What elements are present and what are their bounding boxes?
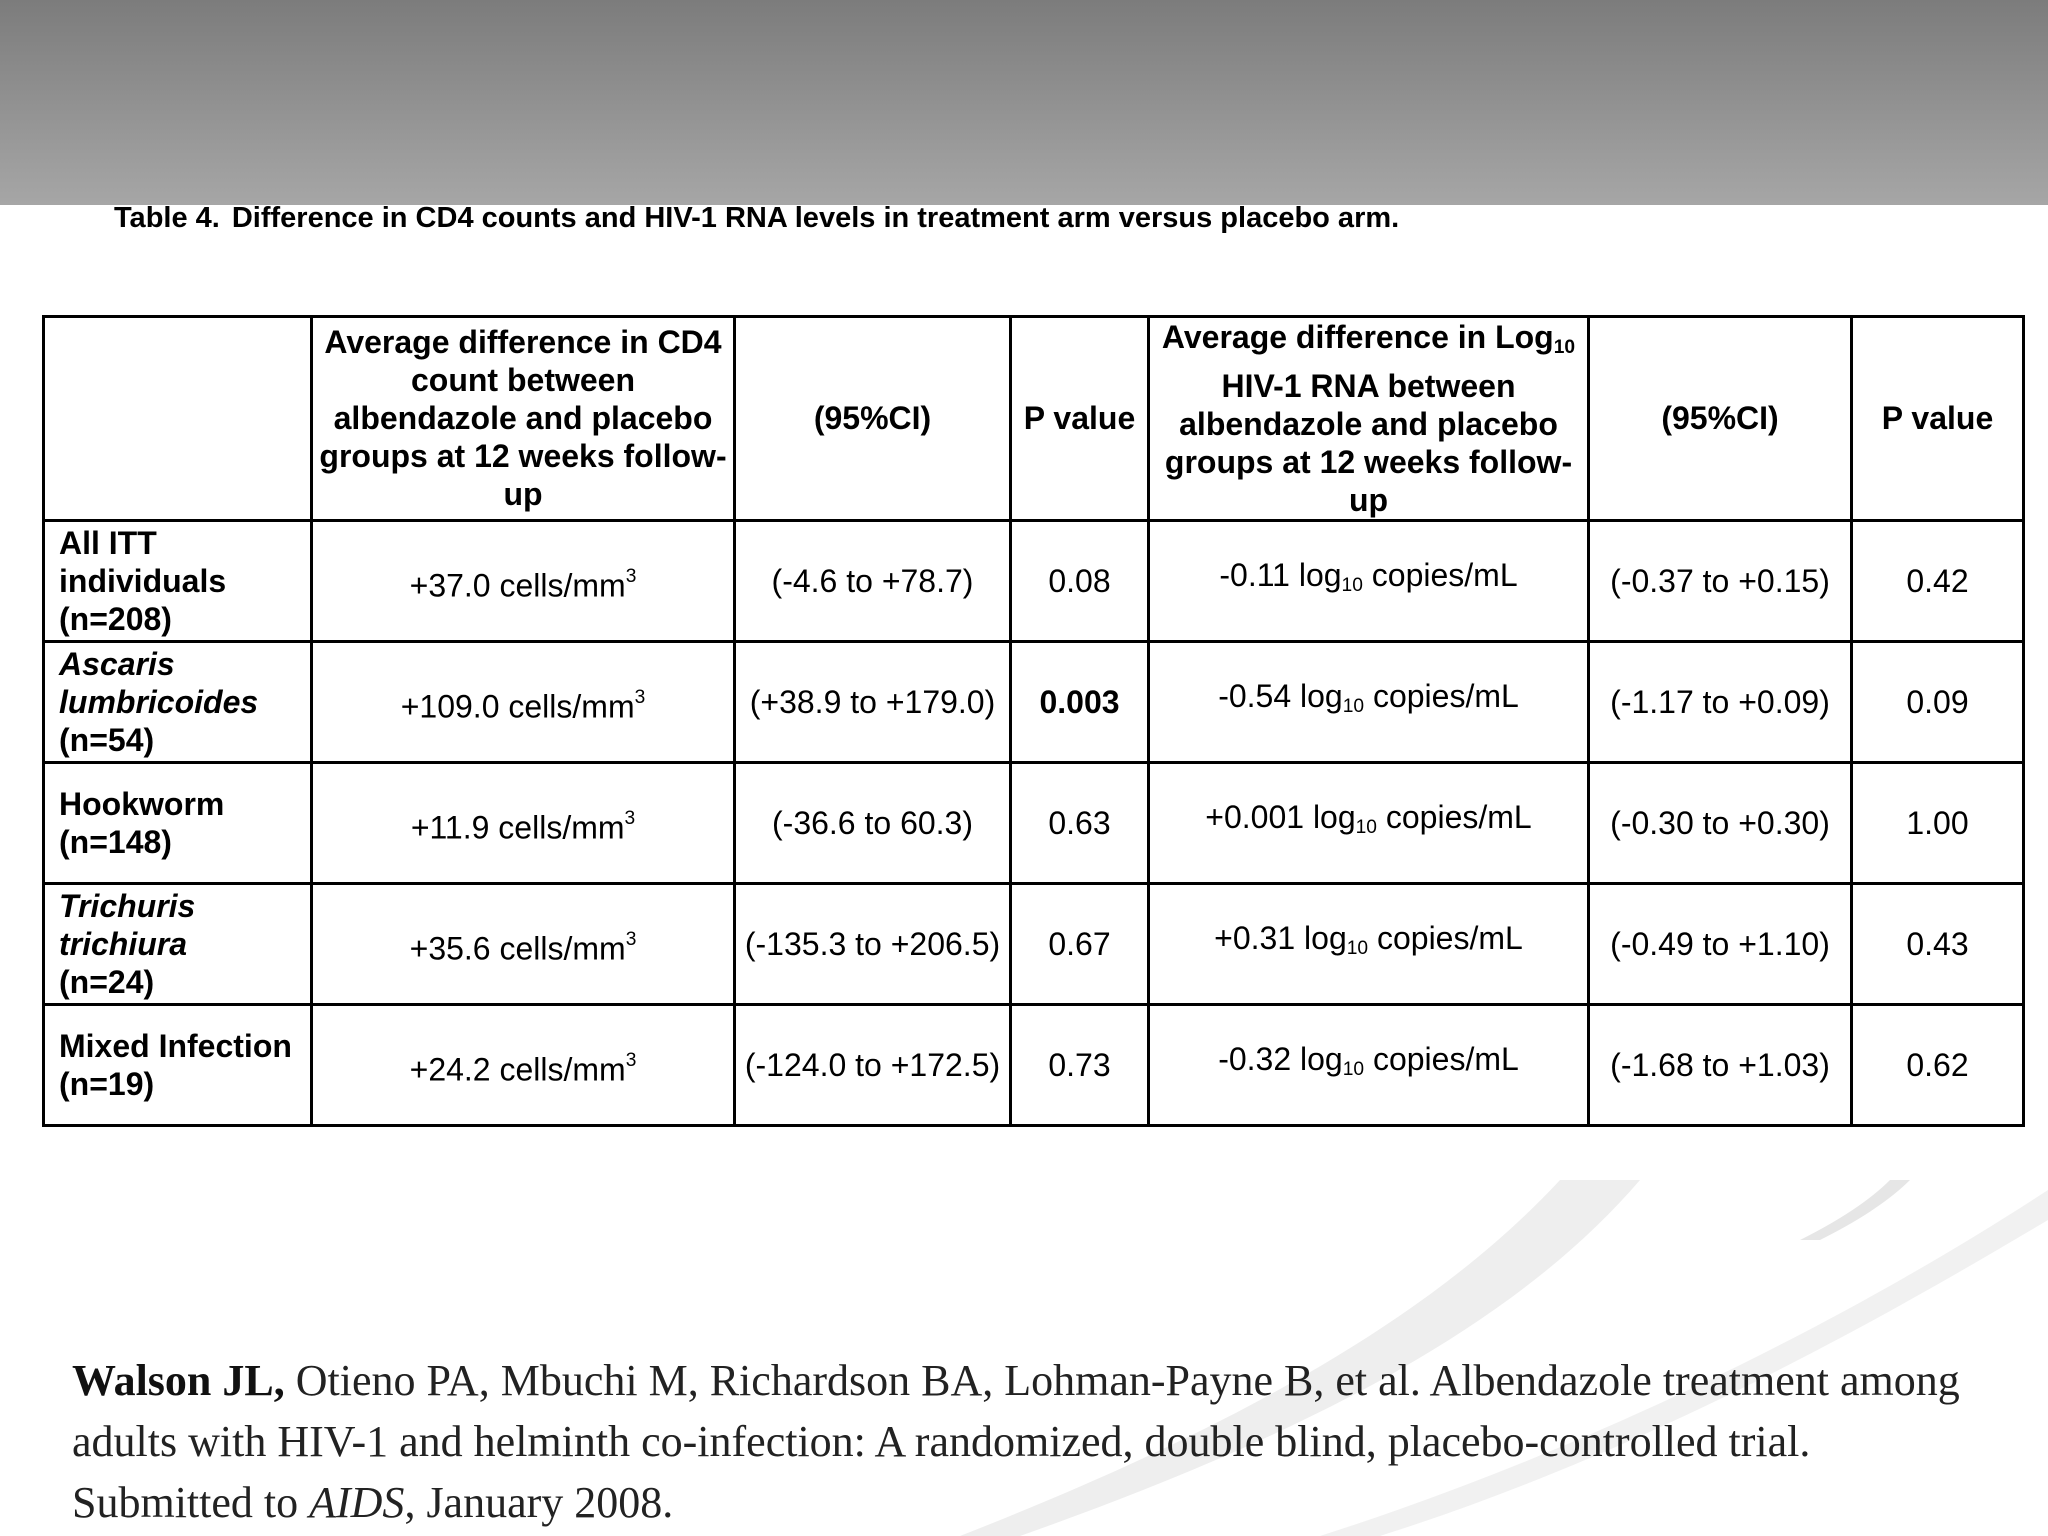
ci-cd4-cell: (-4.6 to +78.7) bbox=[735, 520, 1011, 641]
table-row bbox=[44, 520, 2024, 641]
header-ci-cd4: (95%CI) bbox=[735, 317, 1011, 521]
table-row bbox=[44, 1004, 2024, 1125]
citation-journal: AIDS bbox=[309, 1478, 405, 1527]
header-rna-difference: Average difference in Log$_{10}$ HIV-1 RNA between albendazole and placebo groups at 12 weeks follow-up bbox=[1149, 317, 1589, 521]
p-value-cd4-cell: 0.63 bbox=[1011, 762, 1149, 883]
table-header-row bbox=[44, 317, 2024, 521]
cd4-difference-cell: +24.2 cells/$mm^3$ bbox=[312, 1004, 735, 1125]
ci-rna-cell: (-1.68 to +1.03) bbox=[1589, 1004, 1852, 1125]
p-value-cd4-cell: 0.67 bbox=[1011, 883, 1149, 1004]
p-value-rna-cell: 0.09 bbox=[1852, 641, 2024, 762]
rna-difference-cell: -0.32 $\log_{10}$ copies/mL bbox=[1149, 1004, 1589, 1125]
table-row bbox=[44, 762, 2024, 883]
table-row bbox=[44, 641, 2024, 762]
cd4-difference-cell: +109.0 cells/$mm^3$ bbox=[312, 641, 735, 762]
row-group-label: Hookworm (n=148) bbox=[44, 762, 312, 883]
table-caption bbox=[114, 202, 1399, 235]
reference-citation bbox=[72, 1350, 1992, 1533]
cd4-difference-cell: +35.6 cells/$mm^3$ bbox=[312, 883, 735, 1004]
p-value-rna-cell: 1.00 bbox=[1852, 762, 2024, 883]
row-group-label: Mixed Infection (n=19) bbox=[44, 1004, 312, 1125]
ci-rna-cell: (-0.30 to +0.30) bbox=[1589, 762, 1852, 883]
row-group-label: Trichuris trichiura (n=24) bbox=[44, 883, 312, 1004]
p-value-cd4-cell: 0.003 bbox=[1011, 641, 1149, 762]
header-cd4-difference: Average difference in CD4 count between albendazole and placebo groups at 12 weeks follow-up bbox=[312, 317, 735, 521]
results-table bbox=[42, 315, 2025, 1127]
ci-cd4-cell: (-124.0 to +172.5) bbox=[735, 1004, 1011, 1125]
citation-lead-author: Walson JL, bbox=[72, 1356, 285, 1405]
ci-rna-cell: (-0.37 to +0.15) bbox=[1589, 520, 1852, 641]
ci-rna-cell: (-0.49 to +1.10) bbox=[1589, 883, 1852, 1004]
row-group-label: All ITT individuals (n=208) bbox=[44, 520, 312, 641]
row-group-label: Ascaris lumbricoides (n=54) bbox=[44, 641, 312, 762]
ci-cd4-cell: (-36.6 to 60.3) bbox=[735, 762, 1011, 883]
p-value-cd4-cell: 0.73 bbox=[1011, 1004, 1149, 1125]
p-value-rna-cell: 0.43 bbox=[1852, 883, 2024, 1004]
p-value-rna-cell: 0.62 bbox=[1852, 1004, 2024, 1125]
header-ci-rna: (95%CI) bbox=[1589, 317, 1852, 521]
header-empty bbox=[44, 317, 312, 521]
ci-cd4-cell: (+38.9 to +179.0) bbox=[735, 641, 1011, 762]
table-caption-text: Difference in CD4 counts and HIV-1 RNA levels in treatment arm versus placebo arm. bbox=[231, 202, 1400, 234]
rna-difference-cell: -0.54 $\log_{10}$ copies/mL bbox=[1149, 641, 1589, 762]
rna-difference-cell: +0.001 $\log_{10}$ copies/mL bbox=[1149, 762, 1589, 883]
cd4-difference-cell: +37.0 cells/$mm^3$ bbox=[312, 520, 735, 641]
cd4-difference-cell: +11.9 cells/$mm^3$ bbox=[312, 762, 735, 883]
ci-cd4-cell: (-135.3 to +206.5) bbox=[735, 883, 1011, 1004]
ci-rna-cell: (-1.17 to +0.09) bbox=[1589, 641, 1852, 762]
p-value-rna-cell: 0.42 bbox=[1852, 520, 2024, 641]
p-value-cd4-cell: 0.08 bbox=[1011, 520, 1149, 641]
table-caption-label: Table 4. bbox=[114, 202, 220, 234]
table-row bbox=[44, 883, 2024, 1004]
rna-difference-cell: -0.11 $\log_{10}$ copies/mL bbox=[1149, 520, 1589, 641]
citation-body: Otieno PA, Mbuchi M, Richardson BA, Lohman-Payne B, et al. Albendazole treatment among adults with HIV-1 and helminth co-infection: A randomized, double blind, placebo-controlled trial. Submitted to bbox=[72, 1356, 1960, 1527]
rna-difference-cell: +0.31 $\log_{10}$ copies/mL bbox=[1149, 883, 1589, 1004]
citation-tail: , January 2008. bbox=[404, 1478, 674, 1527]
header-p-value-cd4: P value bbox=[1011, 317, 1149, 521]
header-p-value-rna: P value bbox=[1852, 317, 2024, 521]
